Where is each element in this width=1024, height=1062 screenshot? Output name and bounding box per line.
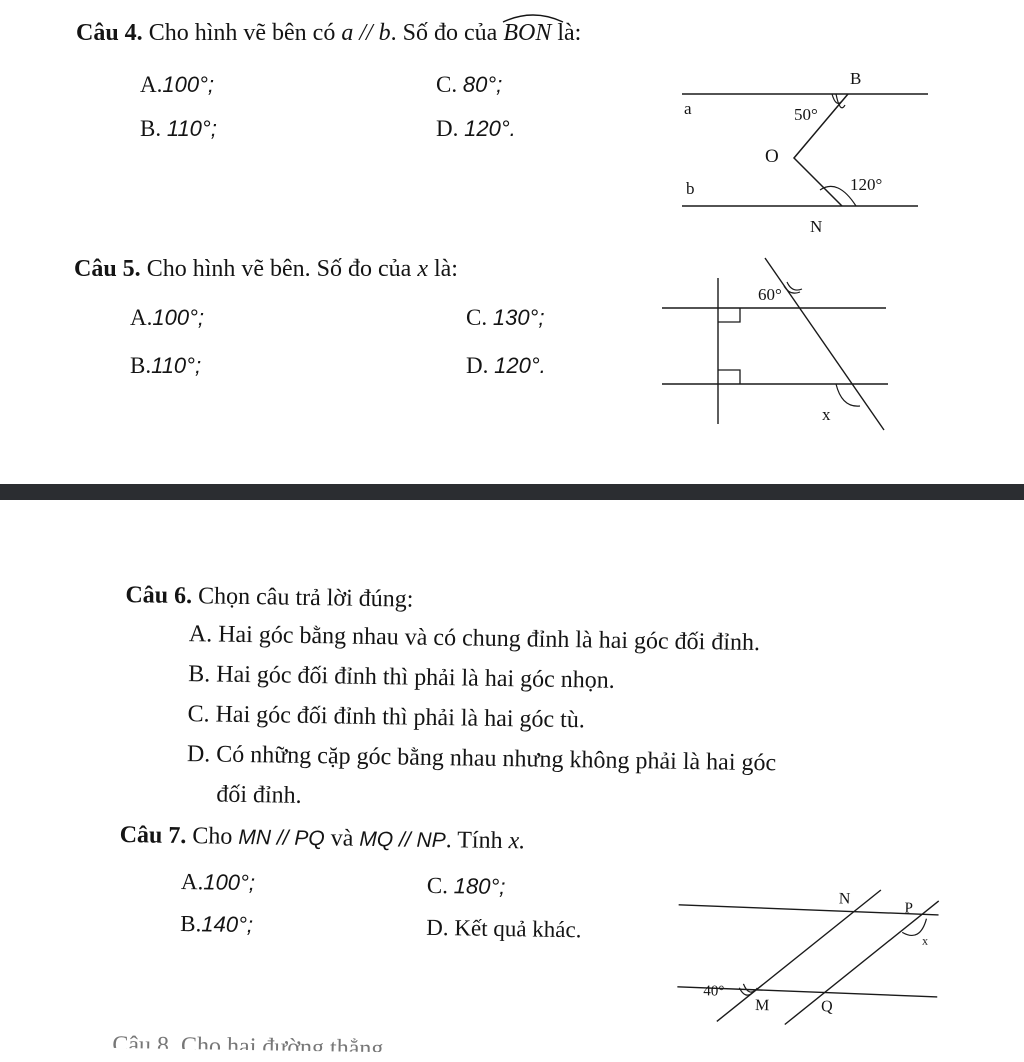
q4-text-after: là: — [557, 20, 582, 46]
q6-text: Chọn câu trả lời đúng: — [197, 583, 414, 613]
q4-relation: a // b — [341, 20, 391, 46]
q6-option-d-cont: đối đỉnh. — [216, 781, 302, 809]
q5-option-c[interactable]: C. 130°; — [466, 305, 545, 330]
q4-text-middle: . Số đo của — [390, 20, 498, 46]
q6-option-b[interactable]: B. Hai góc đối đỉnh thì phải là hai góc nhọn. — [188, 661, 615, 694]
q4-option-c[interactable]: C. 80°; — [436, 72, 503, 97]
q7-figure — [675, 879, 947, 1033]
q4-option-a[interactable]: A.100°; — [140, 72, 214, 97]
q5-var: x — [417, 256, 428, 282]
label-a: a — [684, 99, 692, 118]
q8-partial-wrap — [0, 1028, 1017, 1062]
label-x: x — [922, 933, 929, 948]
q7-label: Câu 7. — [119, 822, 187, 850]
label-40: 40° — [703, 983, 725, 1000]
label-60: 60° — [758, 285, 782, 304]
q6-label: Câu 6. — [125, 582, 193, 610]
q4-option-b[interactable]: B. 110°; — [140, 116, 217, 141]
q7-text-after: . Tính — [445, 827, 503, 855]
label-N: N — [838, 890, 851, 908]
q7-option-a[interactable]: A.100°; — [180, 868, 256, 896]
label-B: B — [850, 69, 862, 88]
q4-angle-bon: BON — [503, 20, 551, 47]
label-Q: Q — [820, 998, 833, 1016]
label-x: x — [822, 405, 831, 424]
label-P: P — [904, 900, 914, 917]
q6-option-d[interactable]: D. Có những cặp góc bằng nhau nhưng không phải là hai góc — [186, 741, 777, 777]
q5-option-b[interactable]: B.110°; — [130, 353, 202, 378]
label-N: N — [810, 217, 823, 236]
q4-label: Câu 4. — [76, 20, 143, 46]
q5-option-d[interactable]: D. 120°. — [466, 353, 546, 378]
q5-text: Cho hình vẽ bên. Số đo của — [146, 256, 412, 282]
q6-option-a[interactable]: A. Hai góc bằng nhau và có chung đỉnh là hai góc đối đỉnh. — [188, 621, 761, 657]
q7-option-c[interactable]: C. 180°; — [426, 872, 506, 900]
q6-option-c[interactable]: C. Hai góc đối đỉnh thì phải là hai góc tù. — [187, 701, 586, 734]
q7-option-b[interactable]: B.140°; — [180, 910, 254, 938]
q7-rel1: MN // PQ — [238, 825, 325, 851]
label-M: M — [754, 997, 770, 1015]
label-50: 50° — [794, 105, 818, 124]
q7-var: x. — [508, 828, 526, 855]
line-np — [679, 905, 939, 915]
label-120: 120° — [850, 175, 883, 194]
q5-option-a[interactable]: A.100°; — [130, 305, 204, 330]
q5-text-after: là: — [433, 256, 458, 282]
q7-question — [119, 822, 525, 855]
q6-question — [125, 582, 413, 614]
label-b: b — [686, 179, 695, 198]
label-O: O — [765, 146, 779, 167]
q5-label: Câu 5. — [74, 256, 141, 282]
line-pq — [785, 899, 939, 1027]
q7-option-d[interactable]: D. Kết quả khác. — [426, 914, 582, 943]
q8-partial: Câu 8. Cho hai đường thẳng — [112, 1031, 384, 1062]
q7-rel2: MQ // NP — [359, 827, 446, 853]
q7-text-before: Cho — [192, 823, 233, 850]
q4-text-before: Cho hình vẽ bên có — [148, 20, 336, 46]
q4-option-d[interactable]: D. 120°. — [436, 116, 516, 141]
q7-and: và — [330, 825, 354, 852]
